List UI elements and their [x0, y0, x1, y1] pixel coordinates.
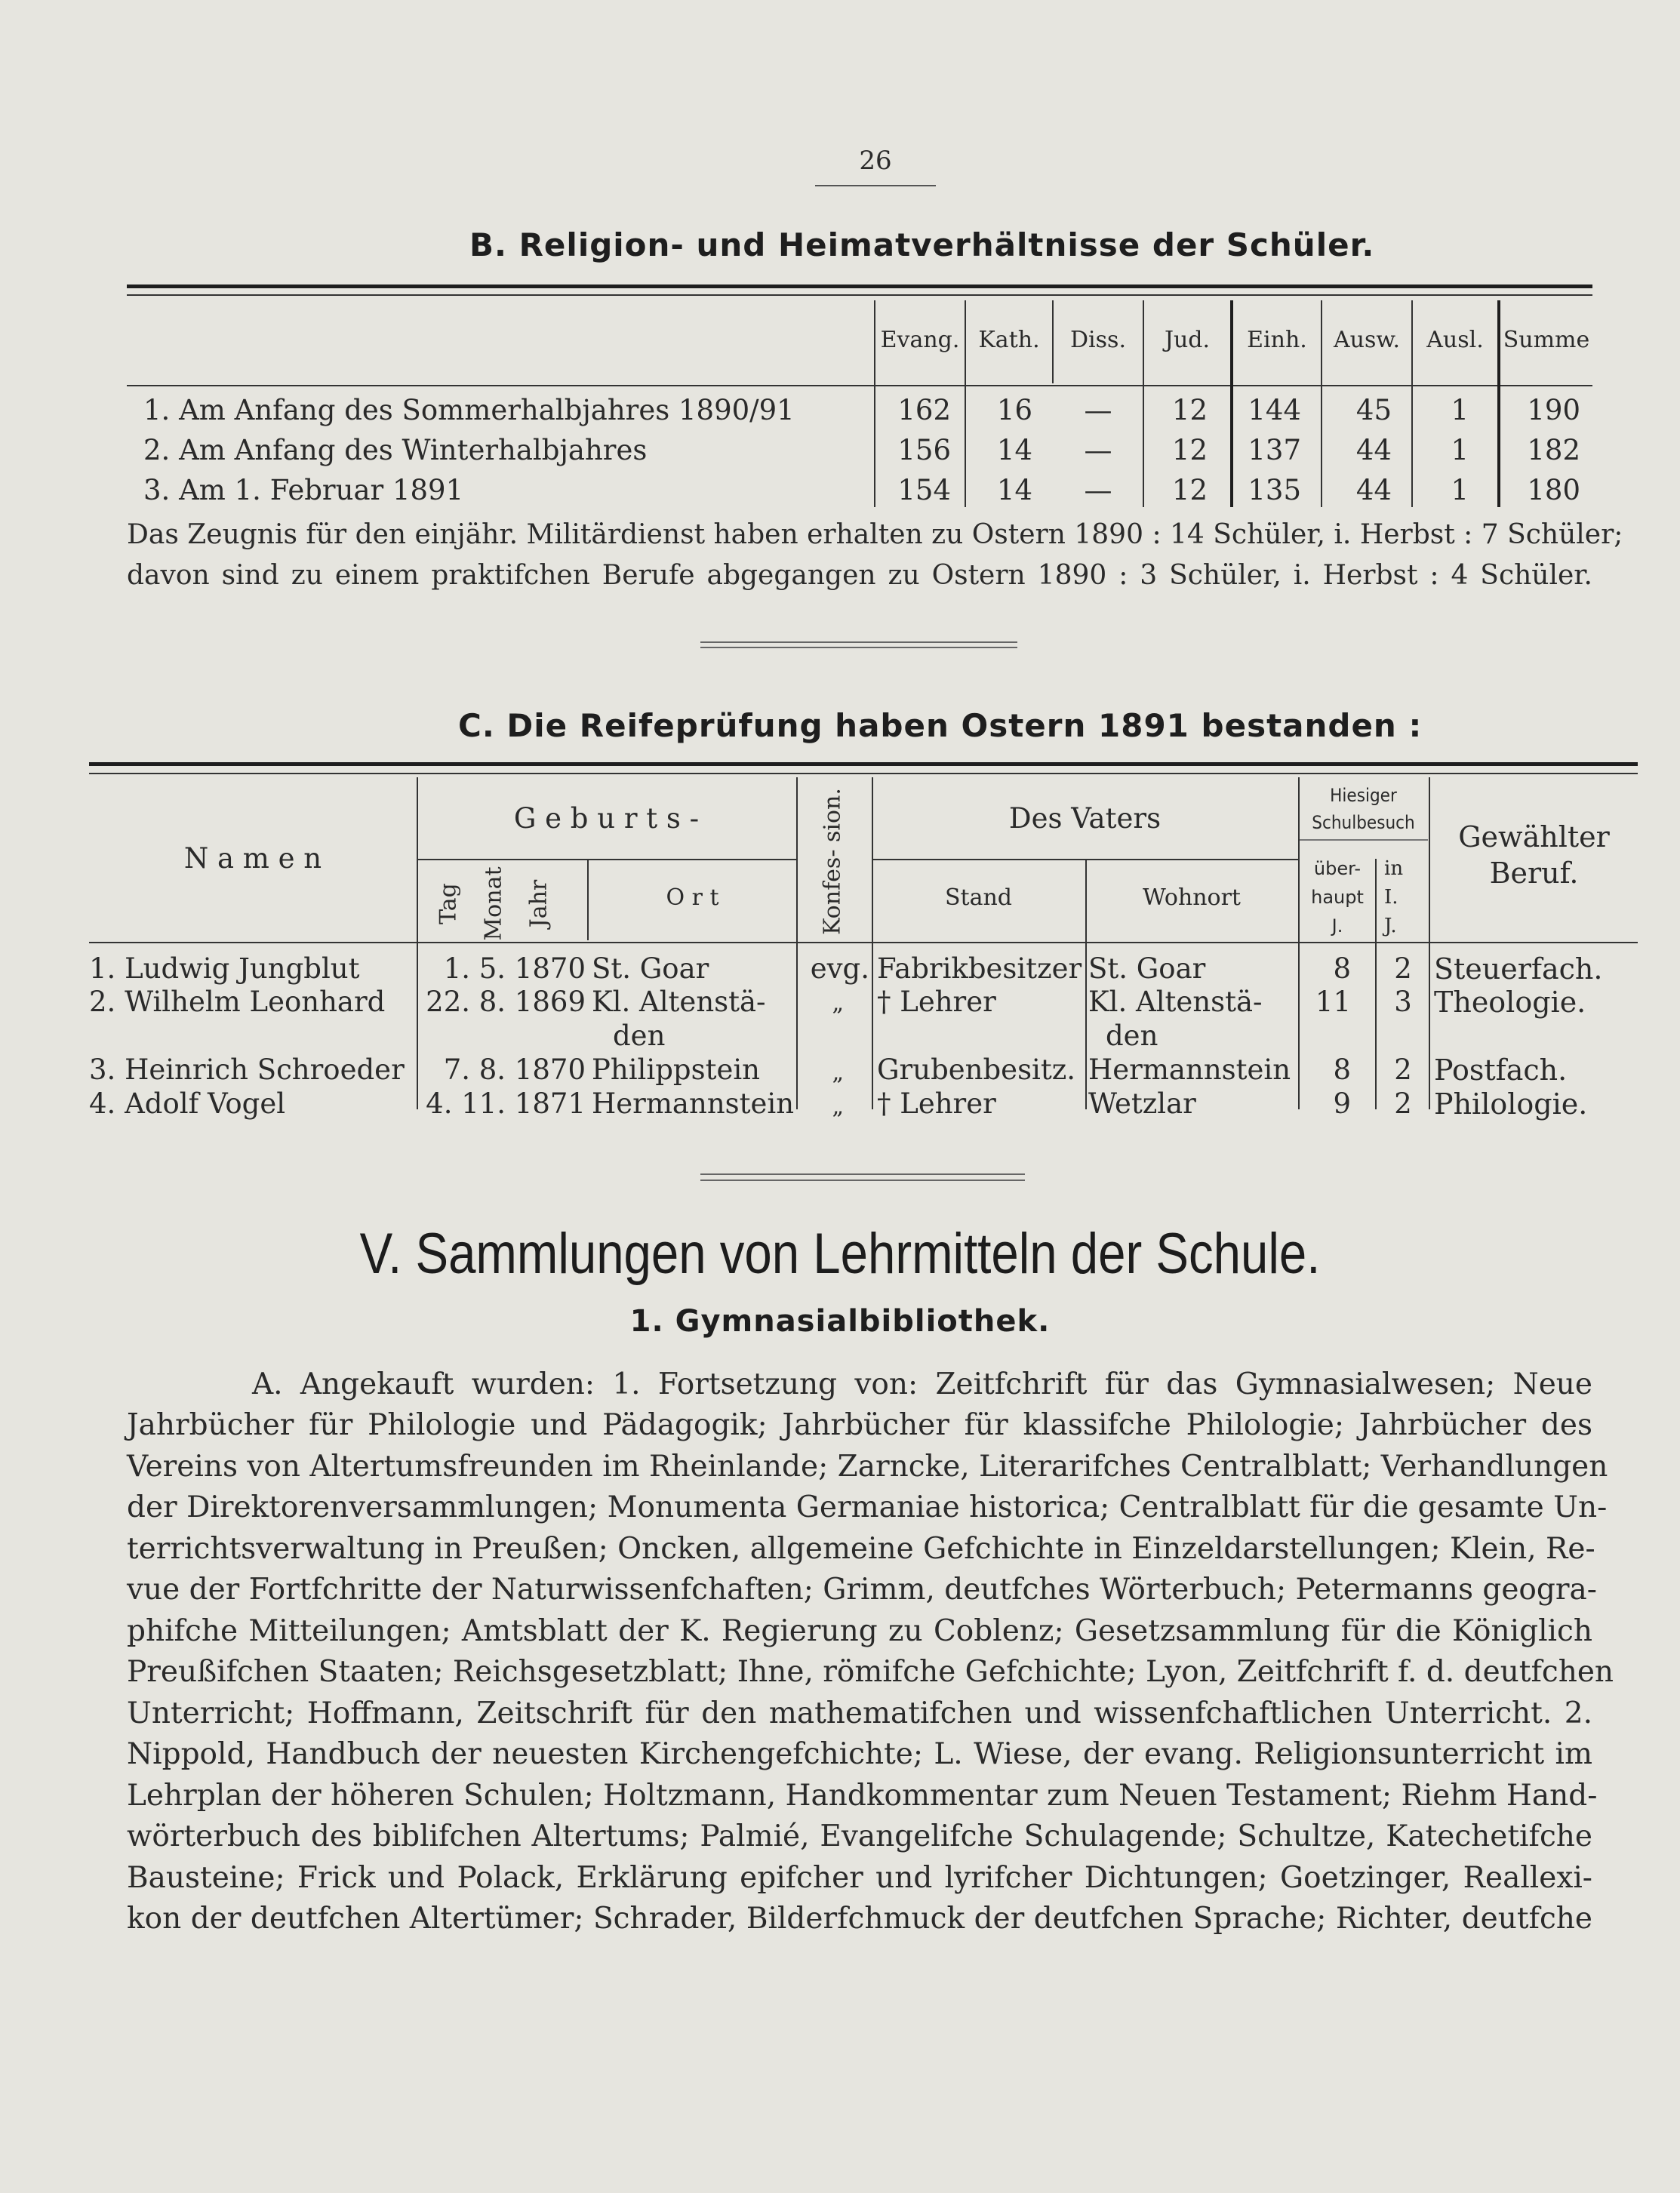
table-cell-stand: † Lehrer [877, 1087, 996, 1120]
table-cell-in-i: 2 [1394, 1053, 1412, 1086]
col-header-wohnort: Wohnort [1143, 884, 1241, 911]
col-header-hiesiger-line: Schulbesuch [1312, 812, 1415, 833]
table-cell-date: 7. 8. 1870 [443, 1053, 586, 1086]
table-cell: 180 [1527, 474, 1580, 506]
table-cell: 12 [1171, 394, 1208, 426]
section-v-title: V. Sammlungen von Lehrmitteln der Schule. [359, 1222, 1321, 1286]
table-cell-ort: Philippstein [592, 1053, 761, 1086]
col-header-jahr: Jahr [525, 879, 552, 928]
table-cell: 12 [1171, 474, 1208, 506]
paragraph-line: Preußifchen Staaten; Reichsgesetzblatt; Ihne, römifche Gefchichte; Lyon, Zeitfchrift f. d. deutfchen [127, 1655, 1614, 1689]
table-cell-wohnort-cont: den [1106, 1020, 1158, 1052]
col-header-konfession-wrap [798, 785, 871, 936]
table-cell: 1 [1451, 434, 1469, 466]
table-cell-ueberhaupt: 11 [1315, 986, 1351, 1018]
table-cell-ort: St. Goar [592, 952, 709, 985]
table-cell: 16 [996, 394, 1032, 426]
table-cell-ort-cont: den [613, 1020, 666, 1052]
col-header-ueberhaupt-line: über- [1313, 858, 1362, 879]
col-header-konfession: Konfes- sion. [819, 788, 846, 935]
section-b-top-rule [127, 285, 1592, 288]
section-b-note: davon sind zu einem praktifchen Berufe abgegangen zu Ostern 1890 : 3 Schüler, i. Herbst : 4 Schüler. [127, 560, 1592, 591]
table-cell: — [1084, 394, 1112, 426]
table-row-name: 3. Heinrich Schroeder [89, 1053, 405, 1086]
col-header-ueberhaupt-line: J. [1331, 915, 1343, 937]
col-header-stand: Stand [944, 884, 1013, 911]
table-cell-in-i: 2 [1394, 1087, 1412, 1120]
col-header-in-i-line: J. [1384, 915, 1397, 937]
table-cell-date: 22. 8. 1869 [426, 986, 586, 1018]
table-cell: — [1084, 434, 1112, 466]
table-cell-ueberhaupt: 9 [1333, 1087, 1351, 1120]
table-cell: 162 [897, 394, 951, 426]
col-header-ueberhaupt-line: haupt [1311, 887, 1364, 908]
paragraph-line: A. Angekauft wurden: 1. Fortsetzung von: Zeitfchrift für das Gymnasialwesen; Neue [252, 1367, 1592, 1401]
col-header-jahr-wrap [510, 868, 568, 936]
col-header-ort: O r t [666, 884, 719, 911]
paragraph-line: phifche Mitteilungen; Amtsblatt der K. Regierung zu Coblenz; Gesetzsammlung für die Königlich [127, 1614, 1592, 1648]
table-cell-stand: Grubenbesitz. [877, 1053, 1076, 1086]
col-header: Jud. [1164, 327, 1211, 353]
table-cell: 182 [1527, 434, 1580, 466]
table-cell: — [1084, 474, 1112, 506]
table-cell-ueberhaupt: 8 [1333, 952, 1351, 985]
paragraph-line: Nippold, Handbuch der neuesten Kirchengefchichte; L. Wiese, der evang. Religionsunterricht im [127, 1737, 1592, 1771]
table-cell: 156 [897, 434, 951, 466]
table-cell-konfession: „ [832, 990, 844, 1017]
table-cell-konfession: „ [832, 1060, 844, 1086]
table-cell: 1 [1451, 394, 1469, 426]
table-cell-beruf: Theologie. [1434, 986, 1586, 1019]
section-b-top-rule-thin [127, 294, 1592, 296]
separator-rule [700, 1180, 1025, 1181]
header-subrule [872, 859, 1298, 860]
table-cell: 190 [1527, 394, 1580, 426]
table-cell: 1 [1451, 474, 1469, 506]
section-c-top-rule [89, 762, 1638, 766]
section-b-note: Das Zeugnis für den einjähr. Militärdienst haben erhalten zu Ostern 1890 : 14 Schüler, i. Herbst : 7 Schüler; [127, 519, 1623, 550]
table-cell-wohnort: Hermannstein [1088, 1053, 1291, 1086]
table-cell-konfession: „ [832, 1093, 844, 1120]
table-cell: 45 [1355, 394, 1392, 426]
paragraph-line: vue der Fortfchritte der Naturwissenfchaften; Grimm, deutfches Wörterbuch; Petermanns geogra- [127, 1573, 1597, 1607]
table-cell-wohnort: Wetzlar [1088, 1087, 1196, 1120]
table-cell-date: 1. 5. 1870 [443, 952, 586, 985]
section-v-subtitle: 1. Gymnasialbibliothek. [629, 1304, 1051, 1339]
table-row-label: 2. Am Anfang des Winterhalbjahres [143, 434, 648, 466]
section-c-header-rule [89, 942, 1638, 943]
table-cell-konfession: evg. [810, 952, 869, 985]
col-header-monat: Monat [480, 866, 507, 941]
table-cell: 144 [1248, 394, 1301, 426]
col-header-namen: N a m e n [183, 842, 322, 875]
table-cell-in-i: 3 [1394, 986, 1412, 1018]
table-row-name: 2. Wilhelm Leonhard [89, 986, 386, 1018]
table-cell: 12 [1171, 434, 1208, 466]
col-header: Ausl. [1426, 327, 1484, 353]
table-cell-ueberhaupt: 8 [1333, 1053, 1351, 1086]
table-cell-beruf: Postfach. [1434, 1053, 1568, 1087]
table-row-label: 3. Am 1. Februar 1891 [143, 474, 464, 506]
paragraph-line: Vereins von Altertumsfreunden im Rheinlande; Zarncke, Literarifches Centralblatt; Verhandlungen [127, 1450, 1608, 1484]
table-cell-wohnort: Kl. Altenstä- [1088, 986, 1263, 1018]
table-row-name: 4. Adolf Vogel [89, 1087, 286, 1120]
col-header: Diss. [1070, 327, 1126, 353]
header-subrule [417, 859, 796, 860]
col-header-beruf [1430, 819, 1638, 891]
section-c-top-rule-thin [89, 773, 1638, 774]
col-header-beruf-line: Gewählter [1458, 820, 1610, 854]
separator-rule [700, 641, 1017, 643]
col-header-tag: Tag [435, 883, 462, 924]
table-cell: 14 [996, 434, 1032, 466]
page-number: 26 [859, 146, 892, 176]
col-header: Summe [1503, 327, 1590, 353]
paragraph-line: Unterricht; Hoffmann, Zeitschrift für den mathematifchen und wissenfchaftlichen Unterricht. 2. [127, 1696, 1592, 1730]
table-cell: 154 [897, 474, 951, 506]
table-cell-beruf: Philologie. [1434, 1087, 1588, 1121]
table-cell-date: 4. 11. 1871 [426, 1087, 586, 1120]
paragraph-line: wörterbuch des biblifchen Altertums; Palmié, Evangelifche Schulagende; Schultze, Katechetifche [127, 1819, 1592, 1853]
paragraph-line: Bausteine; Frick und Polack, Erklärung epifcher und lyrifcher Dichtungen; Goetzinger, Reallexi- [127, 1861, 1592, 1895]
paragraph-line: kon der deutfchen Altertümer; Schrader, Bilderfchmuck der deutfchen Sprache; Richter, deutfche [127, 1902, 1592, 1936]
paragraph-line: der Direktorenversammlungen; Monumenta Germaniae historica; Centralblatt für die gesamte Un- [127, 1490, 1608, 1524]
col-divider [796, 777, 798, 1109]
table-cell: 44 [1355, 474, 1392, 506]
col-header-beruf-line: Beruf. [1489, 857, 1579, 890]
paragraph-line: terrichtsverwaltung in Preußen; Oncken, allgemeine Gefchichte in Einzeldarstellungen; Klein, Re- [127, 1532, 1595, 1566]
table-cell-in-i: 2 [1394, 952, 1412, 985]
section-b-title: B. Religion- und Heimatverhältnisse der Schüler. [469, 226, 1375, 263]
col-header-in-i-line: I. [1384, 886, 1398, 909]
separator-rule [700, 1173, 1025, 1175]
col-header-geburts: G e b u r t s - [513, 802, 700, 835]
col-header-hiesiger-line: Hiesiger [1330, 785, 1397, 806]
col-header-in-i [1384, 854, 1428, 940]
col-header: Kath. [978, 327, 1040, 353]
table-cell-ort: Hermannstein [592, 1087, 795, 1120]
col-header-des-vaters: Des Vaters [1008, 802, 1162, 835]
hiesiger-subrule [1300, 839, 1428, 841]
table-cell-ort: Kl. Altenstä- [592, 986, 766, 1018]
col-header-hiesiger [1298, 782, 1429, 836]
col-header: Evang. [880, 327, 960, 353]
paragraph-line: Jahrbücher für Philologie und Pädagogik; Jahrbücher für klassifche Philologie; Jahrbücher des [127, 1408, 1592, 1442]
table-cell: 44 [1355, 434, 1392, 466]
table-cell: 137 [1248, 434, 1301, 466]
section-b-header-rule [127, 385, 1592, 386]
separator-rule [700, 647, 1017, 648]
col-header: Ausw. [1333, 327, 1401, 353]
table-cell: 14 [996, 474, 1032, 506]
table-cell-wohnort: St. Goar [1088, 952, 1206, 985]
table-cell-stand: † Lehrer [877, 986, 996, 1018]
col-header: Einh. [1247, 327, 1307, 353]
table-cell-stand: Fabrikbesitzer [877, 952, 1082, 985]
table-row-name: 1. Ludwig Jungblut [89, 952, 360, 985]
col-header-ueberhaupt [1300, 854, 1375, 940]
table-cell-beruf: Steuerfach. [1434, 952, 1603, 986]
table-row-label: 1. Am Anfang des Sommerhalbjahres 1890/91 [143, 394, 795, 426]
page-number-rule [815, 185, 936, 186]
section-c-title: C. Die Reifeprüfung haben Ostern 1891 bestanden : [458, 707, 1423, 744]
col-header-in-i-line: in [1384, 857, 1404, 880]
paragraph-line: Lehrplan der höheren Schulen; Holtzmann, Handkommentar zum Neuen Testament; Riehm Hand- [127, 1779, 1598, 1813]
table-cell: 135 [1248, 474, 1301, 506]
